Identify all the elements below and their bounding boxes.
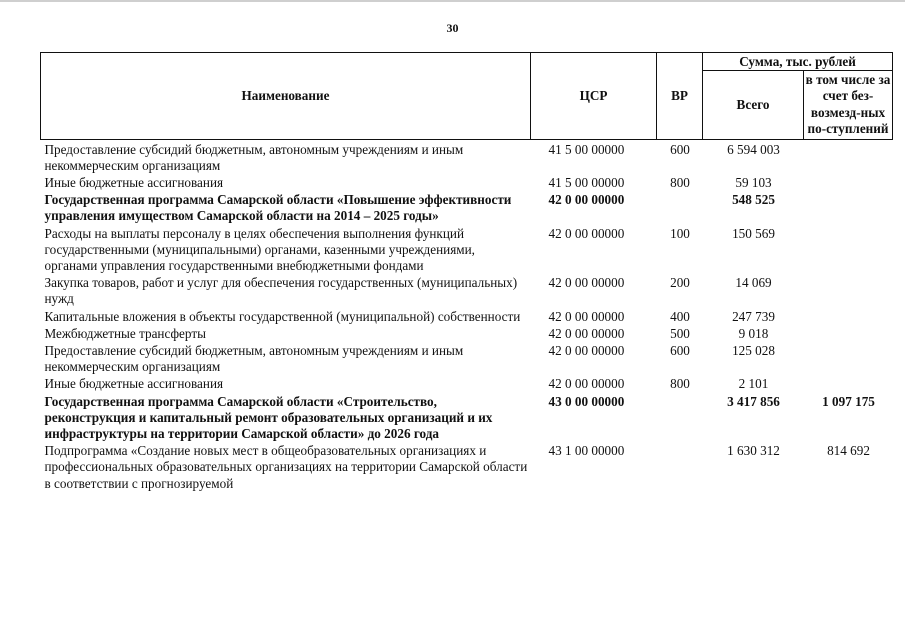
row-vr [657, 394, 703, 444]
row-vr: 800 [670, 376, 690, 392]
row-csr: 41 5 00 00000 [548, 175, 625, 191]
row-vr: 600 [670, 343, 690, 359]
row-vr: 600 [670, 141, 690, 157]
row-name: Капитальные вложения в объекты государственной (муниципальной) собственности [44, 308, 521, 324]
row-csr: 42 0 00 00000 [548, 308, 625, 324]
row-gratis [804, 343, 893, 376]
row-name: Государственная программа Самарской области «Строительство, реконструкция и капитальный ремонт образовательных организаций и их инфраструктуры на территории Самарской области» до 2026 года [44, 393, 493, 442]
row-name: Подпрограмма «Создание новых мест в общеобразовательных организациях и профессиональных образовательных организациях на территории Самарской области в соответствии с прогнозируемой [44, 443, 528, 491]
row-vr [657, 192, 703, 225]
row-vr: 500 [670, 325, 690, 341]
row-gratis [804, 275, 893, 308]
header-total: Всего [703, 71, 804, 140]
table-row [41, 326, 893, 343]
table-row [41, 309, 893, 326]
header-csr: ЦСР [531, 53, 657, 140]
row-csr: 41 5 00 00000 [548, 141, 625, 157]
row-name: Иные бюджетные ассигнования [44, 175, 224, 191]
row-vr: 400 [670, 308, 690, 324]
table-body [41, 139, 893, 493]
row-vr [657, 443, 703, 493]
row-gratis [804, 309, 893, 326]
row-gratis: 1 097 175 [822, 393, 875, 409]
page-top-edge [0, 0, 905, 2]
row-csr: 42 0 00 00000 [548, 376, 625, 392]
row-gratis [804, 326, 893, 343]
row-vr: 200 [670, 275, 690, 291]
row-csr: 43 1 00 00000 [548, 443, 625, 459]
row-vr: 100 [670, 225, 690, 241]
row-total: 14 069 [735, 275, 772, 291]
table-row-program [41, 192, 893, 225]
row-total: 125 028 [732, 343, 775, 359]
table-row-program [41, 394, 893, 444]
row-gratis [804, 192, 893, 225]
row-name: Предоставление субсидий бюджетным, автономным учреждениям и иным некоммерческим организациям [44, 141, 464, 173]
table-row [41, 139, 893, 175]
row-gratis [804, 376, 893, 393]
row-name: Государственная программа Самарской области «Повышение эффективности управления имуществом Самарской области на 2014 – 2025 годы» [44, 192, 512, 224]
table-row [41, 275, 893, 308]
header-gratis: в том числе за счет без-возмезд-ных по-ступлений [804, 71, 893, 140]
row-gratis [804, 175, 893, 192]
row-gratis: 814 692 [827, 443, 870, 459]
row-csr: 42 0 00 00000 [548, 275, 625, 291]
table-row [41, 343, 893, 376]
row-csr: 42 0 00 00000 [548, 343, 625, 359]
header-vr: ВР [657, 53, 703, 140]
header-name: Наименование [41, 53, 531, 140]
row-total: 548 525 [732, 192, 775, 208]
table-row-subprogram [41, 443, 893, 493]
row-csr: 42 0 00 00000 [548, 192, 625, 208]
row-total: 247 739 [732, 308, 775, 324]
row-csr: 42 0 00 00000 [548, 225, 625, 241]
table-row [41, 226, 893, 276]
header-sum: Сумма, тыс. рублей [703, 53, 893, 71]
row-total: 1 630 312 [727, 443, 780, 459]
row-csr: 42 0 00 00000 [548, 325, 625, 341]
page-number: 30 [446, 21, 459, 35]
row-csr: 43 0 00 00000 [548, 393, 625, 409]
row-gratis [804, 139, 893, 175]
table-row [41, 376, 893, 393]
row-total: 150 569 [732, 225, 775, 241]
row-name: Расходы на выплаты персоналу в целях обеспечения выполнения функций государственными (муниципальными) органами, казенными учреждениями, органами управления государственными внебюджетными фондами [44, 225, 475, 274]
budget-table [40, 52, 893, 493]
row-total: 9 018 [738, 325, 769, 341]
row-total: 2 101 [738, 376, 769, 392]
row-name: Иные бюджетные ассигнования [44, 376, 224, 392]
row-vr: 800 [670, 175, 690, 191]
row-name: Закупка товаров, работ и услуг для обеспечения государственных (муниципальных) нужд [44, 275, 518, 307]
row-total: 59 103 [735, 175, 772, 191]
row-name: Межбюджетные трансферты [44, 325, 206, 341]
row-total: 3 417 856 [727, 393, 780, 409]
row-total: 6 594 003 [727, 141, 780, 157]
table-row [41, 175, 893, 192]
row-name: Предоставление субсидий бюджетным, автономным учреждениям и иным некоммерческим организациям [44, 343, 464, 375]
row-gratis [804, 226, 893, 276]
